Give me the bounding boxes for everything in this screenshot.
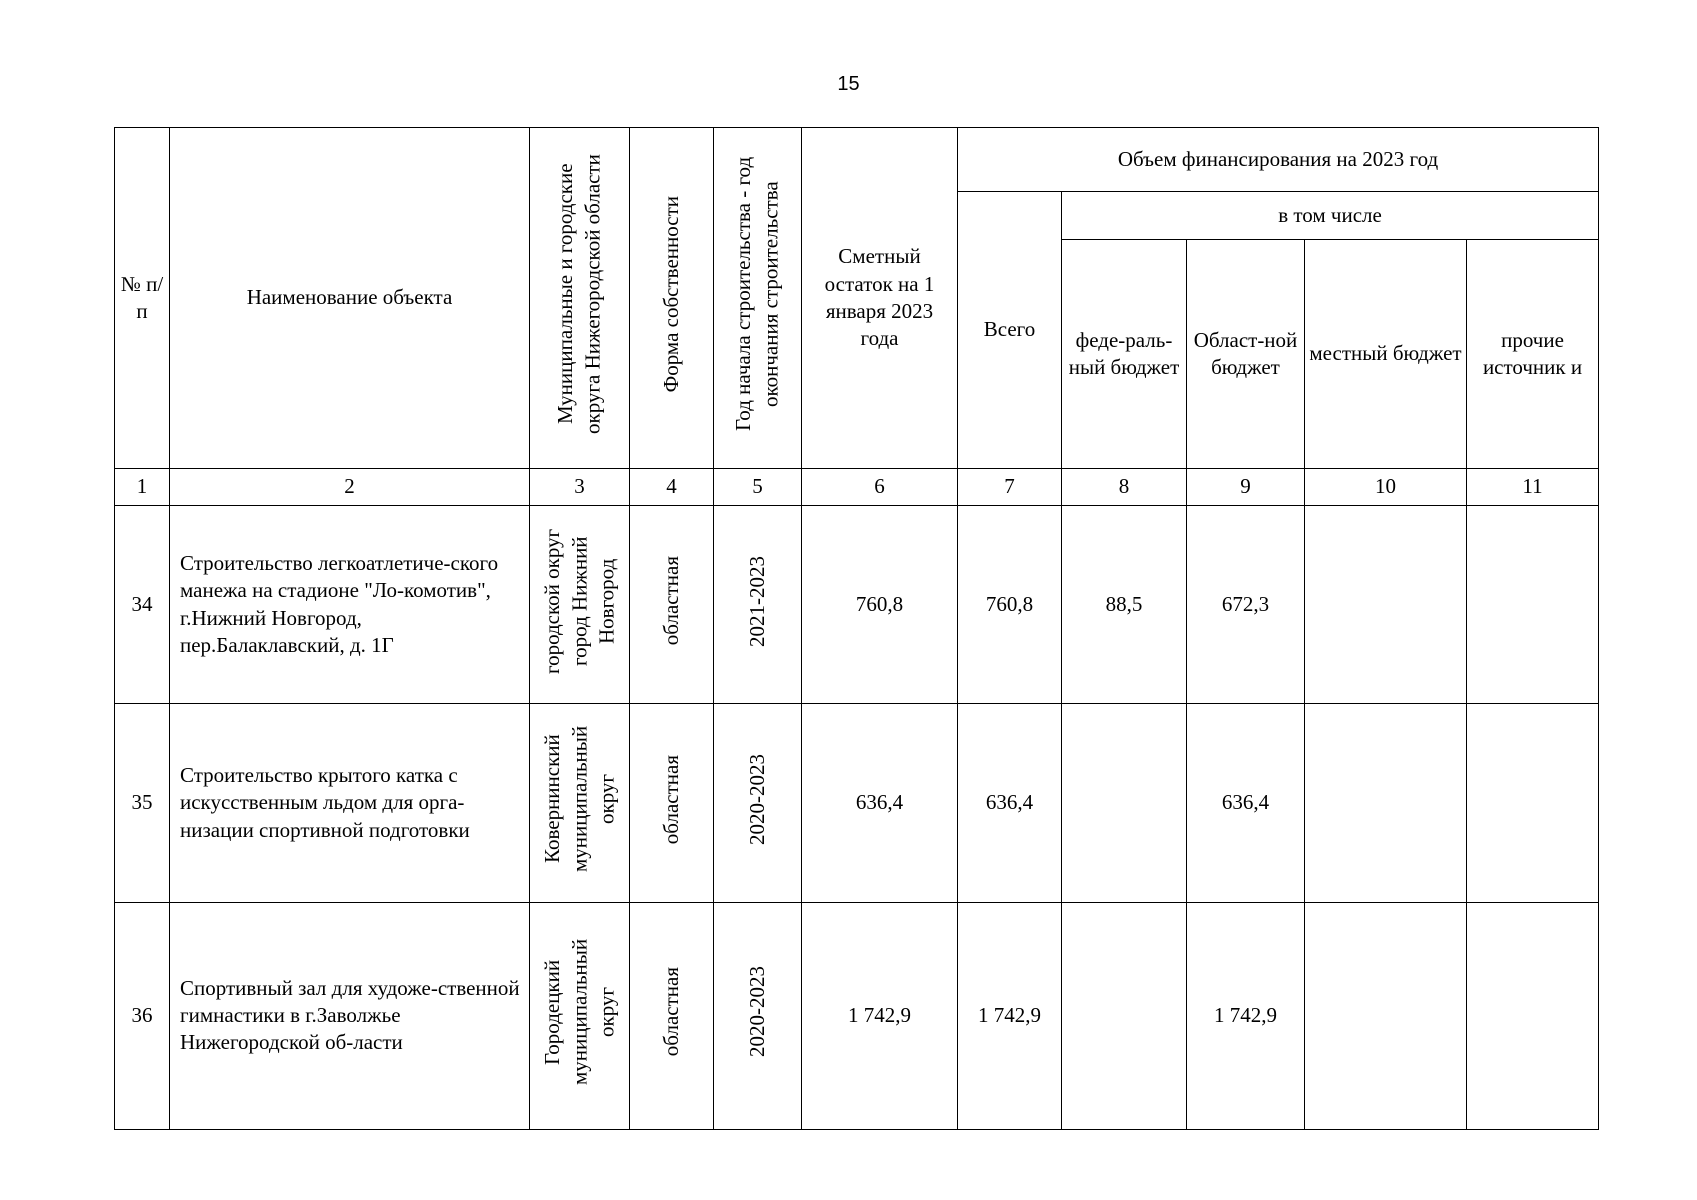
- header-local: местный бюджет: [1305, 240, 1467, 469]
- municipality-label: Ковернинский муниципальный округ: [539, 726, 619, 873]
- estimate-value: 636,4: [802, 704, 958, 902]
- other-value: [1467, 902, 1599, 1129]
- header-funding-group: Объем финансирования на 2023 год: [958, 128, 1599, 192]
- header-years: [714, 128, 802, 469]
- municipality: [530, 506, 630, 704]
- row-number: 34: [115, 506, 170, 704]
- column-number: 8: [1062, 469, 1187, 506]
- header-years-label: Год начала строительства - год окончания строительства: [731, 157, 783, 432]
- header-including: в том числе: [1062, 192, 1599, 240]
- column-number: 11: [1467, 469, 1599, 506]
- header-total: Всего: [958, 192, 1062, 469]
- header-federal: феде-раль-ный бюджет: [1062, 240, 1187, 469]
- municipality: [530, 902, 630, 1129]
- federal-value: [1062, 902, 1187, 1129]
- other-value: [1467, 506, 1599, 704]
- estimate-value: 760,8: [802, 506, 958, 704]
- years-label: 2020-2023: [744, 753, 769, 845]
- table-row: [115, 704, 1599, 902]
- municipality: [530, 704, 630, 902]
- header-ownership: [630, 128, 714, 469]
- ownership: [630, 704, 714, 902]
- ownership-label: областная: [658, 967, 683, 1057]
- total-value: 1 742,9: [958, 902, 1062, 1129]
- construction-years: [714, 704, 802, 902]
- local-value: [1305, 704, 1467, 902]
- municipality-label: Городецкий муниципальный округ: [539, 938, 619, 1086]
- header-row-1: [115, 128, 1599, 192]
- federal-value: 88,5: [1062, 506, 1187, 704]
- header-other: прочие источник и: [1467, 240, 1599, 469]
- column-number: 3: [530, 469, 630, 506]
- other-value: [1467, 704, 1599, 902]
- header-object-name: Наименование объекта: [170, 128, 530, 469]
- column-number: 5: [714, 469, 802, 506]
- ownership: [630, 902, 714, 1129]
- column-number-row: [115, 469, 1599, 506]
- estimate-value: 1 742,9: [802, 902, 958, 1129]
- header-ownership-label: Форма собственности: [658, 196, 683, 393]
- column-number: 1: [115, 469, 170, 506]
- total-value: 760,8: [958, 506, 1062, 704]
- regional-value: 1 742,9: [1187, 902, 1305, 1129]
- header-number: № п/п: [115, 128, 170, 469]
- header-regional: Област-ной бюджет: [1187, 240, 1305, 469]
- table-row: [115, 902, 1599, 1129]
- ownership: [630, 506, 714, 704]
- ownership-label: областная: [658, 556, 683, 646]
- regional-value: 636,4: [1187, 704, 1305, 902]
- construction-years: [714, 506, 802, 704]
- local-value: [1305, 506, 1467, 704]
- years-label: 2021-2023: [744, 555, 769, 647]
- municipality-label: городской округ город Нижний Новгород: [539, 528, 619, 674]
- local-value: [1305, 902, 1467, 1129]
- ownership-label: областная: [658, 754, 683, 844]
- object-name: Строительство легкоатлетиче-ского манежа на стадионе "Ло-комотив", г.Нижний Новгород, пер.Балаклавский, д. 1Г: [170, 506, 530, 704]
- column-number: 2: [170, 469, 530, 506]
- header-municipality-label: Муниципальные и городские округа Нижегородской области: [553, 154, 605, 435]
- construction-years: [714, 902, 802, 1129]
- years-label: 2020-2023: [744, 966, 769, 1058]
- row-number: 35: [115, 704, 170, 902]
- financing-table: [114, 127, 1599, 1130]
- object-name: Строительство крытого катка с искусственным льдом для орга-низации спортивной подготовки: [170, 704, 530, 902]
- total-value: 636,4: [958, 704, 1062, 902]
- page-number: 15: [837, 73, 860, 95]
- federal-value: [1062, 704, 1187, 902]
- column-number: 10: [1305, 469, 1467, 506]
- row-number: 36: [115, 902, 170, 1129]
- regional-value: 672,3: [1187, 506, 1305, 704]
- header-municipality: [530, 128, 630, 469]
- column-number: 6: [802, 469, 958, 506]
- column-number: 4: [630, 469, 714, 506]
- column-number: 7: [958, 469, 1062, 506]
- object-name: Спортивный зал для художе-ственной гимнастики в г.Заволжье Нижегородской об-ласти: [170, 902, 530, 1129]
- column-number: 9: [1187, 469, 1305, 506]
- table-row: [115, 506, 1599, 704]
- header-estimate: Сметный остаток на 1 января 2023 года: [802, 128, 958, 469]
